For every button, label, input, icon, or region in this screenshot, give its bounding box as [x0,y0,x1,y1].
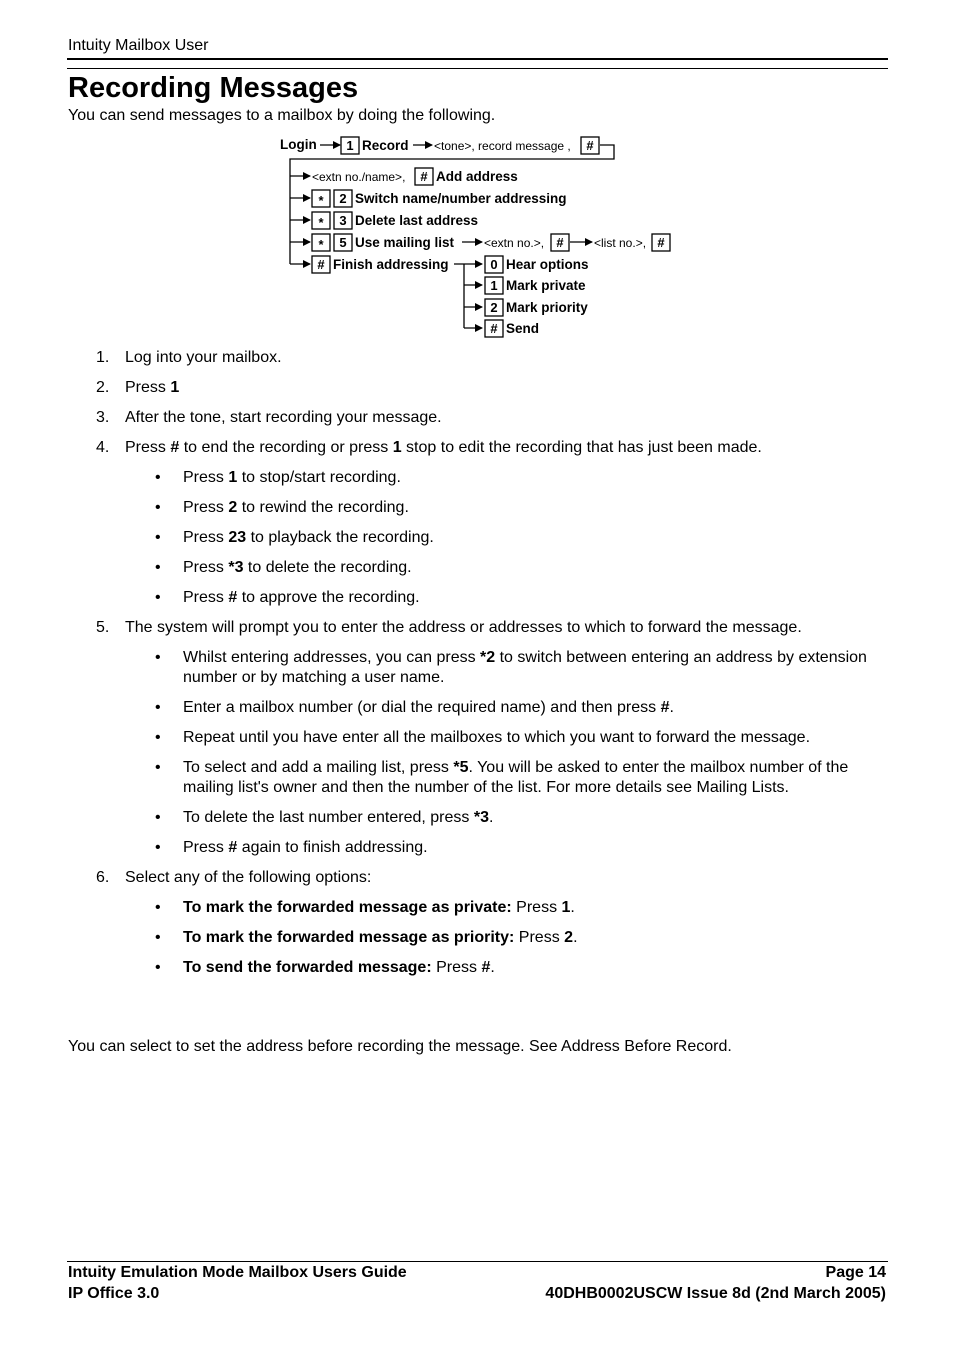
steps-list [68,348,888,988]
bullet: • [155,899,161,916]
step-text: to end the recording or press [179,439,393,456]
flow-mark-priority-label: Mark priority [506,300,588,315]
step-item [68,438,888,608]
key-label: 1 [346,138,354,153]
sub-list [125,648,888,858]
sub-item: • Press *3 to delete the recording. [155,559,412,576]
footer-rule [67,1261,888,1262]
key-label: 2 [339,191,347,206]
sub-item: • Press 1 to stop/start recording. [155,469,401,486]
key-label: # [657,235,665,250]
flow-finish-label: Finish addressing [333,257,449,272]
key-label: 3 [339,213,347,228]
footer-page-number: Page 14 [825,1264,886,1281]
sub-item: • Press 23 to playback the recording. [155,529,434,546]
bullet: • [155,469,161,486]
sub-list [125,898,888,978]
step-number: 5. [96,619,110,636]
step-text: Log into your mailbox. [125,349,282,366]
bullet: • [155,929,161,946]
step-number: 4. [96,439,110,456]
bullet: • [155,649,161,666]
flow-add-address-label: Add address [436,169,518,184]
key-label: # [490,321,498,336]
footer-issue: 40DHB0002USCW Issue 8d (2nd March 2005) [545,1285,886,1302]
bullet: • [155,499,161,516]
sub-item: • Whilst entering addresses, you can press *2 to switch between entering an address by extension number or by matching a user name. [155,649,867,686]
page-title: Recording Messages [68,72,359,104]
recording-flowchart [276,134,676,339]
step-number: 1. [96,349,110,366]
key-label: * [318,215,324,230]
flow-send-label: Send [506,321,540,336]
step-item [68,618,888,858]
running-header: Intuity Mailbox User [68,37,209,54]
key-label: # [556,235,564,250]
step-text: Select any of the following options: [125,869,372,886]
key-label: 2 [490,300,498,315]
sub-item: • To select and add a mailing list, press *5. You will be asked to enter the mailbox number of the mailing list's owner and then the number of the list. For more details see Mailing Lists. [155,759,849,796]
bullet: • [155,809,161,826]
bullet: • [155,759,161,776]
step-number: 6. [96,869,110,886]
bullet: • [155,699,161,716]
bullet: • [155,729,161,746]
step-text: stop to edit the recording that has just been made. [401,439,762,456]
bullet: • [155,529,161,546]
footer-product: IP Office 3.0 [68,1285,160,1302]
key-label: # [420,169,428,184]
closing-paragraph: You can select to set the address before recording the message. See Address Before Record. [68,1038,732,1055]
step-item [68,348,888,368]
footer-guide-title: Intuity Emulation Mode Mailbox Users Guide [68,1264,407,1281]
key-label: 5 [339,235,347,250]
flow-mailing-list-label: Use mailing list [355,235,455,250]
flow-record-label: Record [362,138,409,153]
key-label: * [318,193,324,208]
intro-paragraph: You can send messages to a mailbox by doing the following. [68,107,496,124]
sub-item: • To delete the last number entered, press *3. [155,809,494,826]
step-text: Press [125,439,171,456]
bullet: • [155,589,161,606]
step-item [68,868,888,978]
header-rule-thin [67,68,888,69]
bullet: • [155,959,161,976]
sub-item: • To send the forwarded message: Press #. [155,959,495,976]
bullet: • [155,839,161,856]
flow-list-no-label: <list no.>, [594,236,647,250]
bullet: • [155,559,161,576]
step-item [68,378,888,398]
key-label: # [317,257,325,272]
step-number: 3. [96,409,110,426]
sub-item: • Press # to approve the recording. [155,589,420,606]
header-rule [67,58,888,60]
flow-hear-options-label: Hear options [506,257,589,272]
step-text: The system will prompt you to enter the address or addresses to which to forward the message. [125,619,802,636]
step-text: Press [125,379,171,396]
sub-item: • Press 2 to rewind the recording. [155,499,409,516]
sub-list [125,468,888,608]
sub-item: • Enter a mailbox number (or dial the required name) and then press #. [155,699,674,716]
flow-tone-label: <tone>, record message , [434,139,571,153]
step-key: 1 [170,379,180,396]
step-number: 2. [96,379,110,396]
flow-delete-label: Delete last address [355,213,479,228]
sub-item: • Repeat until you have enter all the mailboxes to which you want to forward the message. [155,729,811,746]
step-text: After the tone, start recording your message. [125,409,442,426]
flow-extn-no-label: <extn no.>, [484,236,545,250]
flow-login-label: Login [280,137,317,152]
flow-mark-private-label: Mark private [506,278,586,293]
step-item [68,408,888,428]
key-label: * [318,237,324,252]
step-key: # [170,439,180,456]
sub-item: • To mark the forwarded message as priority: Press 2. [155,929,578,946]
flow-extn-name-label: <extn no./name>, [312,170,406,184]
sub-item: • Press # again to finish addressing. [155,839,428,856]
key-label: # [586,138,594,153]
key-label: 1 [490,278,498,293]
flow-switch-label: Switch name/number addressing [355,191,567,206]
key-label: 0 [490,257,498,272]
step-key: 1 [392,439,402,456]
sub-item: • To mark the forwarded message as private: Press 1. [155,899,575,916]
